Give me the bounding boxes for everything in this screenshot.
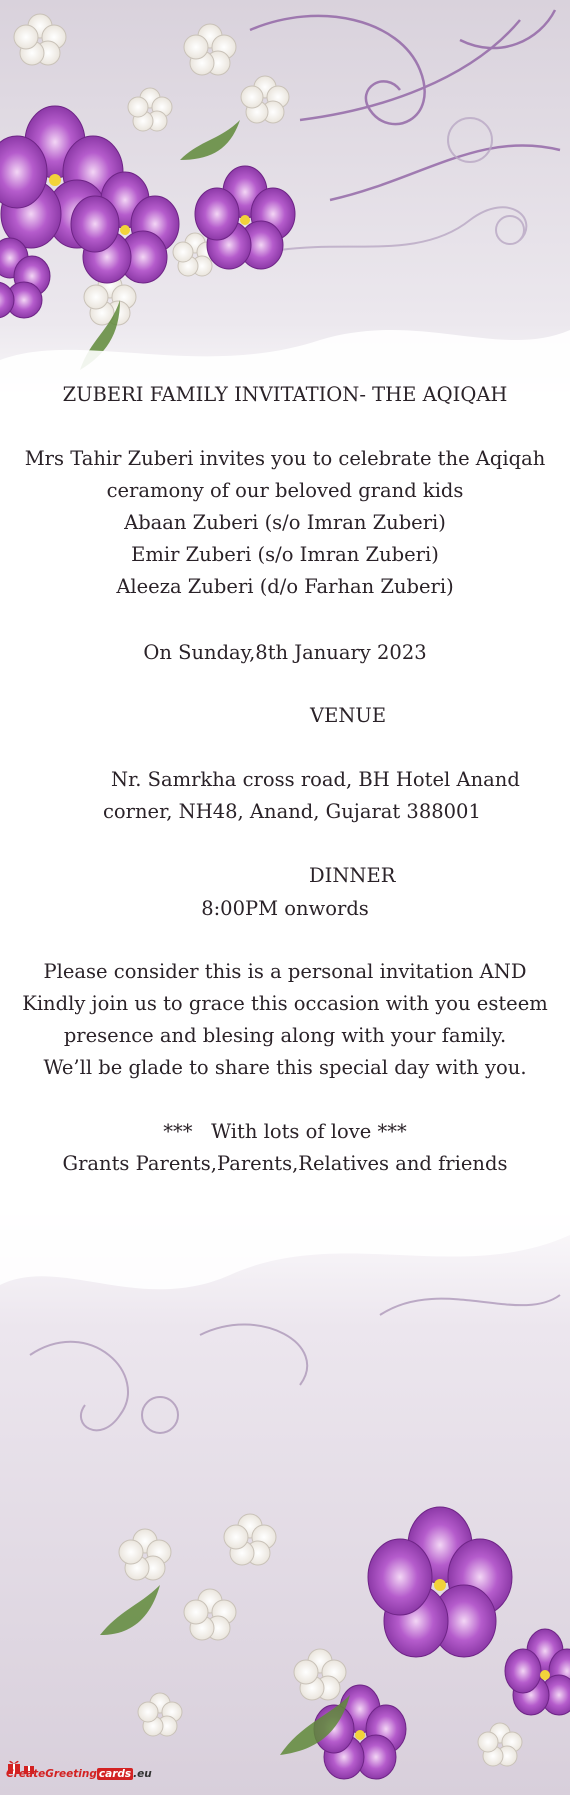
message-line-3: presence and blesing along with your family. (63, 1024, 507, 1047)
venue-address-line-1: Nr. Samrkha cross road, BH Hotel Anand (111, 768, 520, 791)
venue-heading: VENUE (310, 704, 387, 727)
message-line-1: Please consider this is a personal invitation AND (43, 960, 527, 983)
intro-line-1: Mrs Tahir Zuberi invites you to celebrate the Aqiqah (24, 447, 546, 470)
love-line: *** With lots of love *** (163, 1120, 407, 1143)
message-line-4: We’ll be glade to share this special day with you. (43, 1056, 527, 1079)
createGreetingcards-watermark-logo[interactable] (4, 1758, 152, 1788)
invitation-title: ZUBERI FAMILY INVITATION- THE AQIQAH (62, 383, 508, 406)
watermark-part-1: CreateGreeting (6, 1768, 97, 1780)
dinner-time: 8:00PM onwords (201, 897, 369, 920)
kid-name-3: Aleeza Zuberi (d/o Farhan Zuberi) (116, 575, 454, 598)
dinner-heading: DINNER (309, 864, 396, 887)
watermark-part-2: cards (98, 1768, 132, 1780)
venue-address-line-2: corner, NH48, Anand, Gujarat 388001 (103, 800, 481, 823)
bottom-floral-decoration (0, 1155, 570, 1795)
kid-name-2: Emir Zuberi (s/o Imran Zuberi) (131, 543, 439, 566)
intro-line-2: ceramony of our beloved grand kids (106, 479, 464, 502)
message-line-2: Kindly join us to grace this occasion with you esteem (22, 992, 548, 1015)
watermark-text (6, 1768, 152, 1780)
kid-name-1: Abaan Zuberi (s/o Imran Zuberi) (124, 511, 446, 534)
event-date: On Sunday,8th January 2023 (143, 641, 427, 664)
watermark-part-3: .eu (133, 1768, 152, 1780)
signature-line: Grants Parents,Parents,Relatives and friends (62, 1152, 508, 1175)
